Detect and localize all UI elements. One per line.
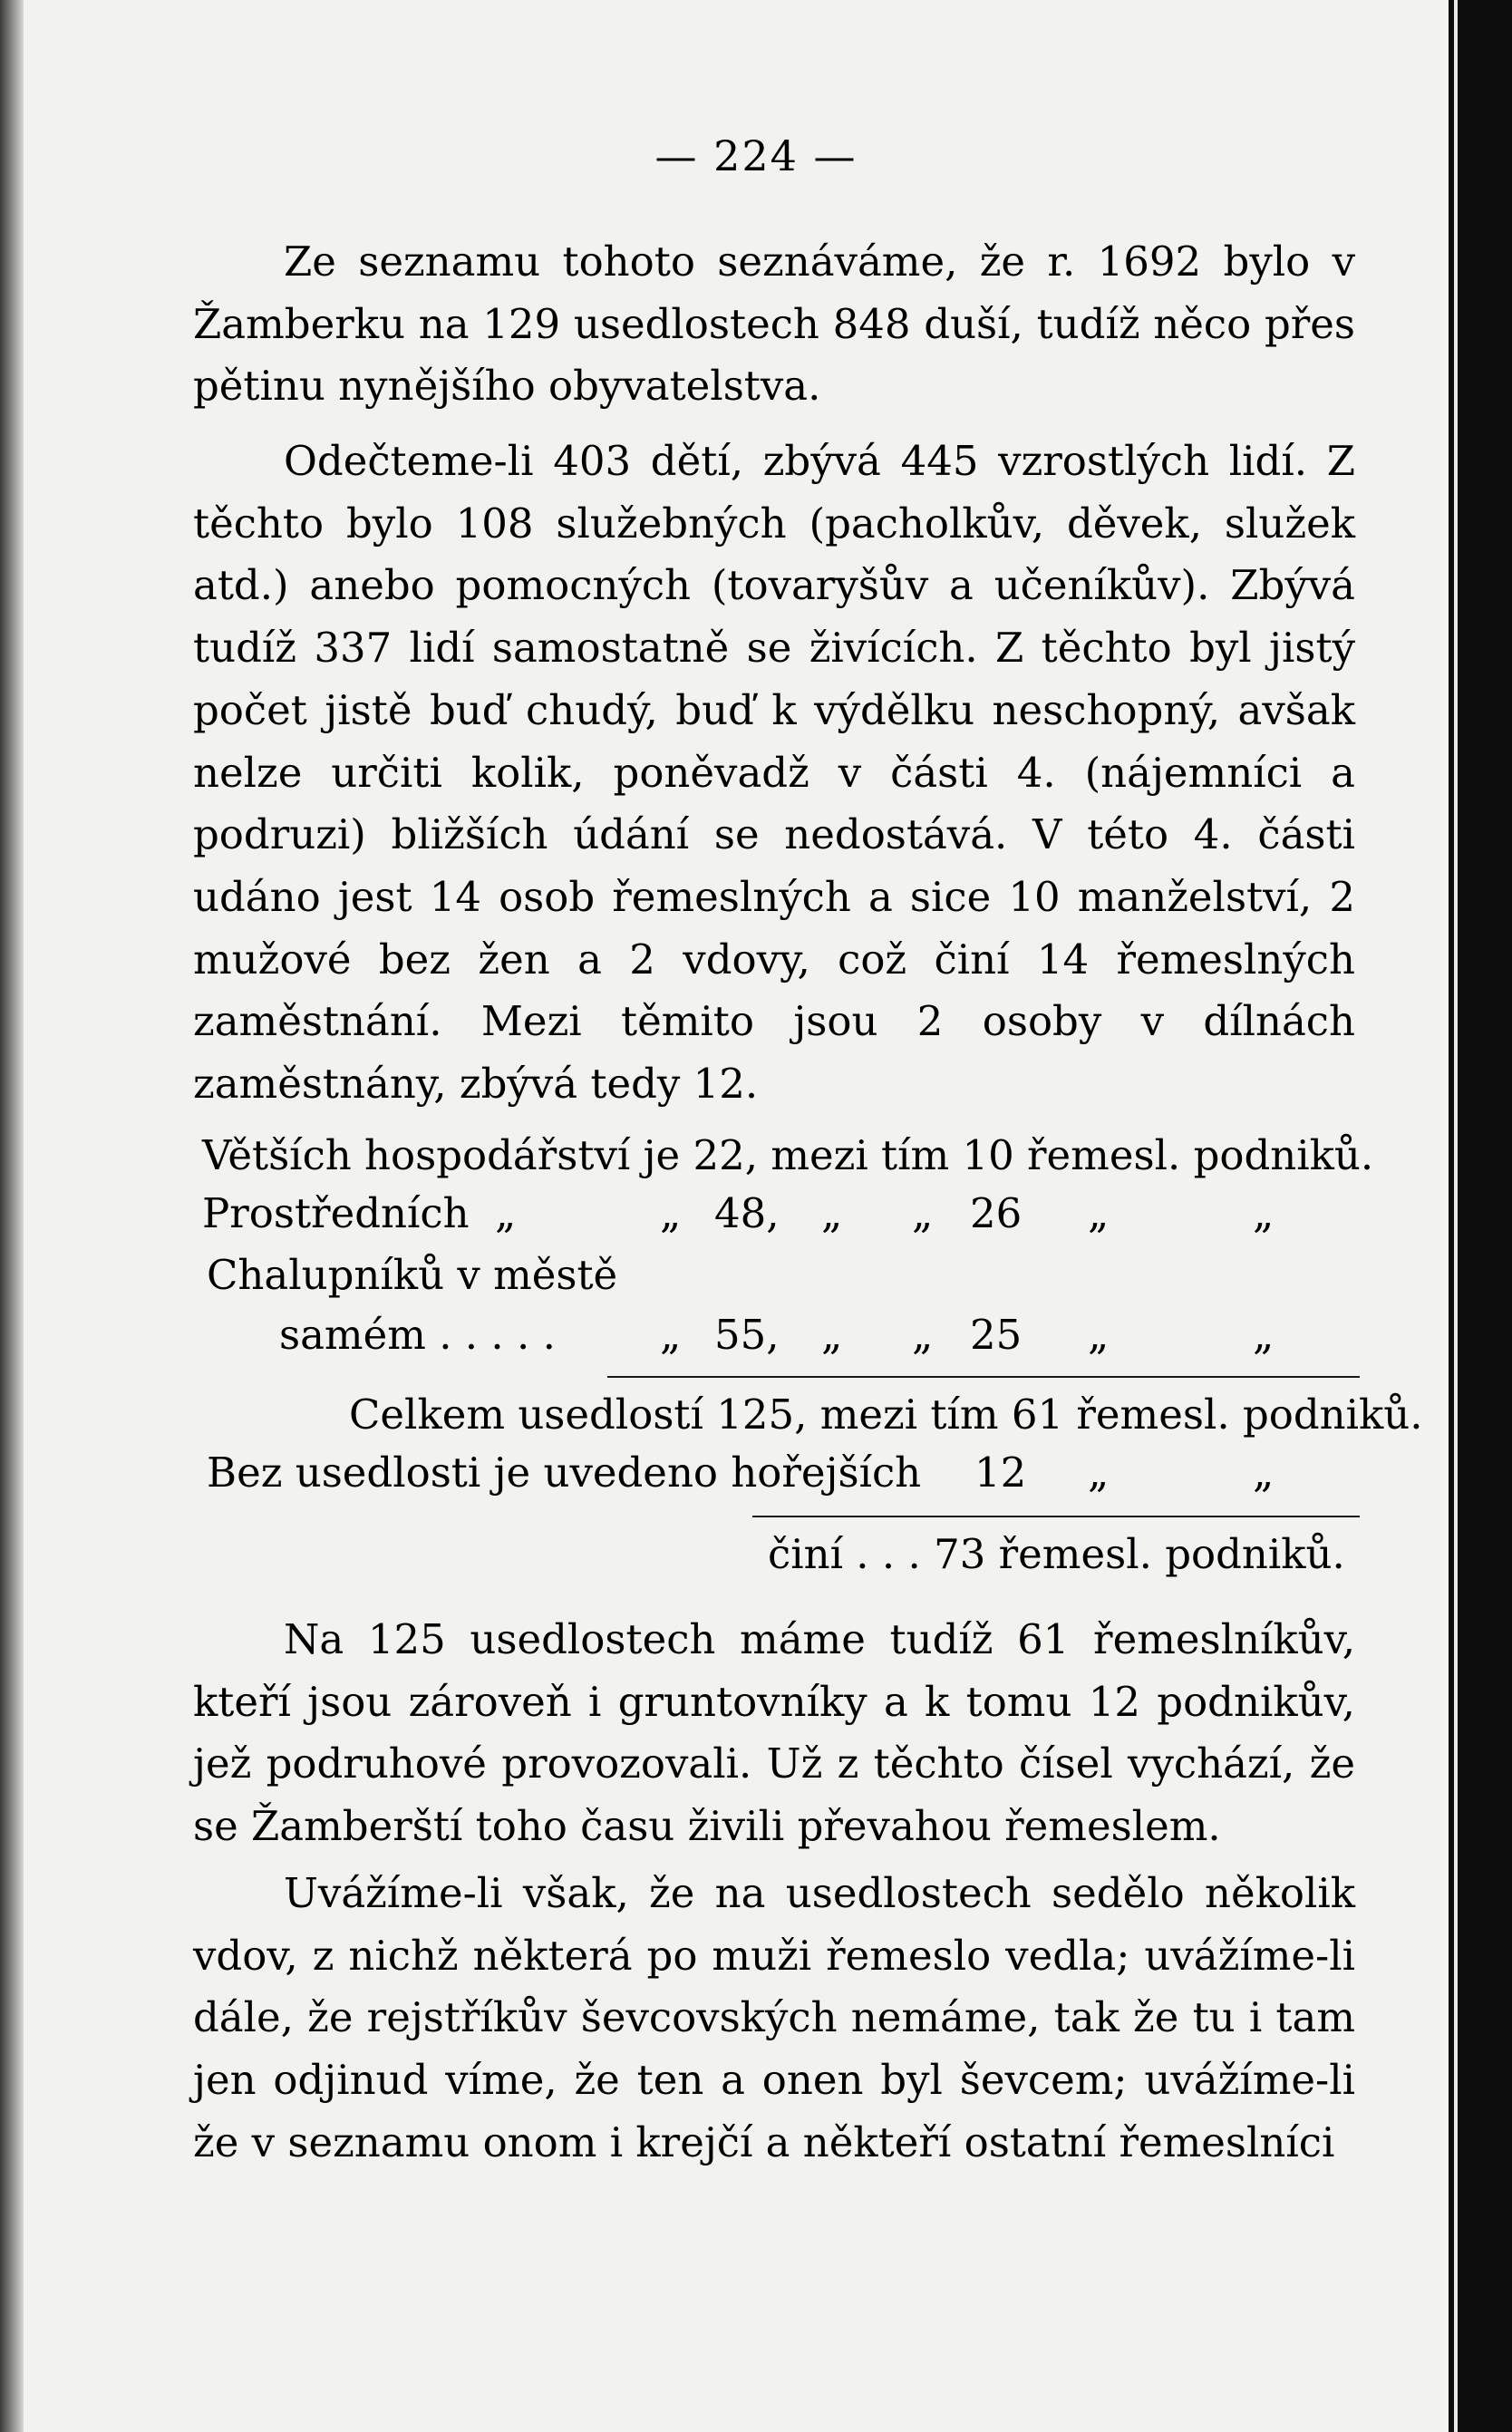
ditto-mark: „ [660,1311,682,1359]
table-sum-row: činí . . . 73 řemesl. podniků. [768,1530,1345,1578]
table-row-middle-crafts: 26 [970,1189,1023,1237]
paragraph-4-text: Uvážíme-li však, že na usedlostech sedělo několik vdov, z nichž některá po muži řemeslo vedla; uvážíme-li dále, že rejstříkův ševcovských nemáme, tak že tu i tam jen odjinud víme, že ten a onen byl ševcem; uvážíme-li že v seznamu onom i krejčí a někteří ostatní řemeslníci [193,1869,1355,2166]
table-row-cottagers-crafts: 25 [970,1311,1023,1359]
paragraph-1-text: Ze seznamu tohoto seznáváme, že r. 1692 bylo v Žamberku na 129 usedlostech 848 duší, tudíž něco přes pětinu nynějšího obyvatelstva. [193,237,1355,411]
ditto-mark: „ [821,1311,843,1359]
paragraph-3-text: Na 125 usedlostech máme tudíž 61 řemeslníkův, kteří jsou zároveň i gruntovníky a k tomu 12 podnikův, jež podruhové provozovali. Už z těchto čísel vychází, že se Žamberští toho času živili převahou řemeslem. [193,1615,1355,1851]
sum-rule-1 [607,1376,1360,1378]
page-number: — 224 — [654,131,858,180]
table-row-middle-count: 48, [714,1189,780,1237]
sum-rule-2 [752,1516,1360,1517]
table-row-cottagers-count: 55, [714,1311,780,1359]
ditto-mark: „ [1253,1449,1275,1497]
ditto-mark: „ [912,1189,934,1237]
table-row-cottagers-label: Chalupníků v městě [207,1251,618,1299]
ditto-mark: „ [1088,1311,1110,1359]
table-without-label: Bez usedlosti je uvedeno hořejších [207,1449,922,1497]
table-without-count: 12 [974,1449,1027,1497]
ditto-mark: „ [912,1311,934,1359]
ditto-mark: „ [495,1189,517,1237]
ditto-mark: „ [1088,1449,1110,1497]
paragraph-2-text: Odečteme-li 403 dětí, zbývá 445 vzrostlých lidí. Z těchto bylo 108 služebných (pacholkův, děvek, služek atd.) anebo pomocných (tovaryšův a učeníkův). Zbývá tudíž 337 lidí samostatně se živících. Z těchto byl jistý počet jistě buď chudý, buď k výdělku neschopný, avšak nelze určiti kolik, poněvadž v části 4. (nájemníci a podruzi) bližších údání se nedostává. V této 4. části udáno jest 14 osob řemeslných a sice 10 manželství, 2 mužové bez žen a 2 vdovy, což činí 14 řemeslných zaměstnání. Mezi těmito jsou 2 osoby v dílnách zaměstnány, zbývá tedy 12. [193,437,1355,1109]
ditto-mark: „ [1253,1311,1275,1359]
table-total-row: Celkem usedlostí 125, mezi tím 61 řemesl. podniků. [349,1390,1423,1439]
ditto-mark: „ [1088,1189,1110,1237]
table-row-larger-farms: Větších hospodářství je 22, mezi tím 10 řemesl. podniků. [202,1131,1374,1179]
table-row-cottagers-sublabel: samém . . . . . [279,1311,556,1359]
ditto-mark: „ [1253,1189,1275,1237]
paragraph-4 [193,1863,1355,2175]
ditto-mark: „ [821,1189,843,1237]
ditto-mark: „ [660,1189,682,1237]
paragraph-3 [193,1609,1355,1858]
table-row-middle-label: Prostředních [202,1189,470,1237]
